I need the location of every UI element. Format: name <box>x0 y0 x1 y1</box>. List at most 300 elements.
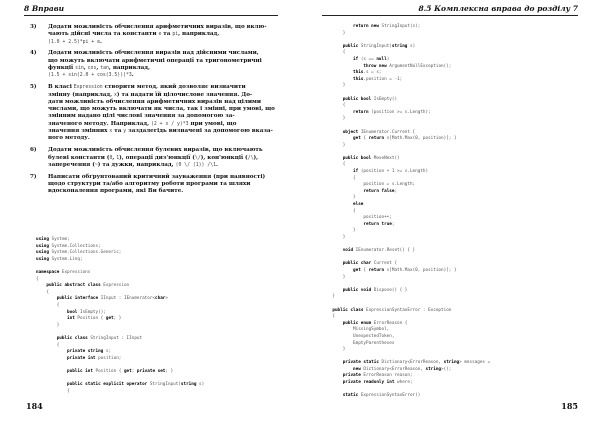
code-keyword: static <box>342 393 359 399</box>
code-text: ) <box>386 56 390 62</box>
code-line <box>322 393 490 400</box>
code-keyword: using <box>36 256 49 262</box>
code-keyword: return <box>368 267 385 273</box>
code-text: s; <box>103 349 112 355</box>
code-text: } <box>322 142 346 148</box>
code-line <box>322 228 490 235</box>
code-text: { <box>322 50 346 56</box>
code-text <box>36 356 67 361</box>
code-text: where; <box>394 380 413 386</box>
code-keyword: public class <box>332 307 364 313</box>
code-line <box>36 329 204 336</box>
code-text: { <box>36 342 60 348</box>
inline-code: y <box>123 129 127 135</box>
code-text: position++; <box>322 215 392 221</box>
code-line <box>36 316 204 323</box>
code-line <box>36 257 204 264</box>
exercise-text: . <box>99 38 102 45</box>
code-text <box>322 360 343 365</box>
code-text: } <box>322 228 356 234</box>
code-line <box>36 283 204 290</box>
left-page-number: 184 <box>26 401 43 411</box>
code-keyword: else <box>353 202 364 208</box>
code-text <box>36 296 57 301</box>
code-text <box>322 130 343 135</box>
inline-code: cos <box>87 66 97 72</box>
code-line <box>322 261 490 268</box>
exercise-line <box>48 58 282 65</box>
code-keyword: throw new <box>363 63 387 69</box>
code-keyword: this <box>353 76 364 82</box>
code-line <box>322 143 490 150</box>
exercise-text: та <box>112 128 124 135</box>
right-header-rule <box>322 15 578 16</box>
code-line <box>322 334 490 341</box>
code-line <box>322 44 490 51</box>
code-keyword: using <box>36 243 49 249</box>
exercise-text: створити метод, який дозволяє визначити <box>102 84 246 91</box>
code-line <box>322 90 490 97</box>
code-text: ; <box>394 188 398 194</box>
code-line <box>322 182 490 189</box>
code-text: ; } <box>113 316 122 322</box>
exercise-text: , <box>96 65 101 72</box>
code-keyword: if <box>353 169 359 175</box>
code-keyword: public void <box>342 287 372 293</box>
code-text <box>322 288 343 293</box>
code-text: StringInput( <box>358 43 392 49</box>
exercise-line <box>48 84 282 91</box>
code-line <box>322 136 490 143</box>
code-text: s) <box>196 382 205 388</box>
code-text: { <box>360 267 369 273</box>
exercise-text: ного методу. <box>48 135 90 142</box>
code-text: { <box>36 302 60 308</box>
code-line <box>36 362 204 369</box>
code-line <box>322 156 490 163</box>
code-text: (position + 1 >= s.Length) <box>358 169 429 175</box>
left-code-listing <box>36 237 204 395</box>
code-text: { <box>36 388 70 394</box>
exercise-line <box>48 135 282 142</box>
code-text: } <box>322 274 346 280</box>
code-line <box>322 202 490 209</box>
code-text: ; } <box>165 368 174 374</box>
exercise-item <box>30 84 282 142</box>
code-line <box>322 37 490 44</box>
inline-code: \/ <box>194 155 201 161</box>
code-text: ExpressionSyntaxError : Exception <box>363 307 452 313</box>
code-keyword: public int <box>67 368 93 374</box>
inline-code: (2 + x / y)*3 <box>151 121 189 127</box>
code-text <box>322 367 353 372</box>
code-keyword: string <box>180 382 197 388</box>
code-keyword: int <box>67 316 75 322</box>
code-text: >(); <box>441 366 452 372</box>
code-text: { <box>360 136 369 142</box>
code-line <box>322 275 490 282</box>
code-keyword: string <box>391 43 408 49</box>
exercise-text: ), операції диз'юнкції ( <box>119 154 195 161</box>
code-text: .position = -1; <box>363 76 403 82</box>
inline-code: 1 <box>116 155 120 161</box>
code-text <box>322 110 353 115</box>
code-text <box>36 336 57 341</box>
code-text: } <box>322 30 346 36</box>
exercise-number: 6) <box>30 147 37 154</box>
inline-code: (0 \/ (1)) /\1 <box>175 162 216 168</box>
code-line <box>322 149 490 156</box>
exercise-line <box>48 72 282 79</box>
inline-code: sin <box>75 66 84 72</box>
inline-code: x <box>114 92 117 98</box>
code-text: StringInput(s); <box>378 24 421 29</box>
code-text <box>322 373 343 378</box>
exercise-text: заперечення ( <box>48 161 95 168</box>
code-keyword: public <box>342 43 359 49</box>
code-keyword: this <box>353 70 364 76</box>
code-line <box>322 347 490 354</box>
code-text: Position { <box>92 368 124 374</box>
code-text <box>322 393 343 398</box>
code-text: IEnumerator.Current { <box>358 129 416 135</box>
exercise-text: дати можливість обчислення арифметичних виразів над цілими <box>48 98 261 105</box>
code-text <box>36 310 67 315</box>
exercise-line <box>48 188 282 195</box>
exercise-number: 7) <box>30 173 37 180</box>
exercise-line <box>48 128 282 135</box>
exercise-line <box>48 113 282 120</box>
exercise-number: 4) <box>30 50 37 57</box>
code-keyword: null <box>376 56 387 62</box>
code-text: { <box>36 276 39 282</box>
code-keyword: public bool <box>342 96 372 102</box>
code-text <box>322 380 343 385</box>
code-line <box>36 336 204 343</box>
exercise-line <box>48 99 282 106</box>
code-line <box>322 123 490 130</box>
code-line <box>322 268 490 275</box>
exercise-text: . <box>131 72 134 79</box>
code-text: System.Linq; <box>48 256 83 262</box>
code-text <box>322 268 353 273</box>
code-text: { <box>322 175 356 181</box>
code-text <box>322 308 332 313</box>
code-line <box>322 341 490 348</box>
code-line <box>322 235 490 242</box>
exercise-line <box>48 65 282 72</box>
code-keyword: if <box>353 56 359 62</box>
exercise-list <box>30 24 282 200</box>
code-text <box>322 24 353 29</box>
exercise-line <box>48 155 282 162</box>
code-text: Expression <box>100 283 130 289</box>
code-keyword: get <box>105 316 114 322</box>
exercise-text: Додати можливість обчислення виразів над дійсними числами, <box>48 50 259 57</box>
code-keyword: return true <box>363 221 392 227</box>
code-keyword: string <box>425 366 442 372</box>
exercise-text: вдосконалення програми, які Ви бачите. <box>48 188 184 195</box>
code-text: Position { <box>74 316 106 322</box>
exercise-number: 5) <box>30 84 37 91</box>
exercise-item <box>30 174 282 196</box>
code-line <box>322 281 490 288</box>
code-keyword: namespace <box>36 269 60 275</box>
code-keyword: using <box>36 250 49 256</box>
code-text: } <box>322 235 346 240</box>
inline-code: /\ <box>247 155 254 161</box>
code-text: Dispose() { } <box>371 287 408 293</box>
code-line <box>322 380 490 387</box>
exercise-text: Написати обґрунтований критичний зауваження (при наявності) <box>48 173 266 180</box>
code-line <box>36 369 204 376</box>
left-running-header: 8 Вправи <box>24 4 65 13</box>
code-text: (s == <box>358 56 377 62</box>
exercise-number: 3) <box>30 24 37 30</box>
code-line <box>36 349 204 356</box>
code-keyword: public static explicit operator <box>67 382 148 388</box>
inline-code: Expression <box>73 85 103 91</box>
code-text: UnexpectedToken, <box>322 333 395 339</box>
code-text: } <box>322 116 346 122</box>
inline-code: x <box>109 129 113 135</box>
code-text <box>322 57 353 62</box>
code-text: { <box>36 289 49 295</box>
code-text: ; <box>131 368 137 374</box>
code-keyword: return <box>368 136 385 142</box>
code-text: { <box>322 103 346 109</box>
code-line <box>322 248 490 255</box>
code-keyword: get <box>353 136 361 142</box>
code-keyword: get <box>353 267 361 273</box>
exercise-text: при умові, що <box>188 120 237 127</box>
code-text <box>322 222 363 227</box>
exercise-text: Додати можливість обчислення булевих виразів, що включають <box>48 147 263 154</box>
code-text: Current { <box>371 261 398 267</box>
code-line <box>322 77 490 84</box>
exercise-text: ) та дужки, наприклад, <box>97 161 176 168</box>
code-text: .s = s; <box>363 70 382 76</box>
code-keyword: bool <box>67 309 78 315</box>
code-text: position = s.Length; <box>322 182 416 188</box>
code-line <box>322 360 490 367</box>
code-text: > messages = <box>459 360 491 366</box>
code-keyword: private int <box>67 355 96 361</box>
code-text: ErrorReason reason; <box>360 373 413 379</box>
code-text <box>322 261 343 266</box>
code-text: { <box>322 162 346 168</box>
code-text: IsEmpty() <box>371 96 398 102</box>
code-text <box>322 156 343 161</box>
code-keyword: public abstract class <box>46 283 101 289</box>
code-keyword: object <box>342 129 359 135</box>
exercise-text: В класі <box>48 84 74 91</box>
code-text <box>322 64 363 69</box>
exercise-text: значення змінних <box>48 128 110 135</box>
exercise-text: заздалегідь визначені за допомогою вказа- <box>126 128 273 135</box>
code-text <box>322 189 363 194</box>
exercise-text: ), кон'юнкції ( <box>200 154 248 161</box>
code-text: StringInput : IInput <box>87 335 143 341</box>
code-text: position; <box>95 355 122 361</box>
code-text: ErrorReason { <box>371 320 408 326</box>
code-line <box>322 169 490 176</box>
code-line <box>36 389 204 396</box>
exercise-text: , <box>83 65 88 72</box>
code-text: { <box>322 208 356 214</box>
code-text: (position >= s.Length); <box>368 109 431 115</box>
code-text <box>322 321 343 326</box>
code-keyword: public char <box>342 261 372 267</box>
exercise-line <box>48 39 282 46</box>
code-line <box>36 237 204 244</box>
code-text: System.Collections; <box>48 243 101 249</box>
exercise-line <box>48 162 282 169</box>
code-text: ExpressionSyntaxError() <box>358 393 421 399</box>
code-text <box>322 169 353 174</box>
code-text <box>322 77 353 82</box>
exercise-line <box>48 147 282 154</box>
exercise-line <box>48 106 282 113</box>
code-text <box>322 70 353 75</box>
exercise-text: ) та надати їй цілочислове значення. До- <box>116 91 253 98</box>
code-text: System; <box>48 237 70 242</box>
right-page-number: 185 <box>561 401 578 411</box>
exercise-line <box>48 92 282 99</box>
code-text: MissingSymbol, <box>322 327 390 333</box>
exercise-text: значеного методу. Наприклад, <box>48 120 151 127</box>
code-keyword: private readonly int <box>342 380 395 386</box>
code-keyword: using <box>36 237 49 242</box>
code-line <box>322 116 490 123</box>
code-text <box>322 44 343 49</box>
code-text: EmptyParentheses <box>322 340 395 346</box>
exercise-text: чають дійсні числа та константи <box>48 31 159 38</box>
code-text: IInput : IEnumerator< <box>98 296 156 302</box>
exercise-text: , наприклад, <box>178 31 220 38</box>
exercise-item <box>30 147 282 169</box>
exercise-text: булеві константи ( <box>48 154 110 161</box>
code-line <box>322 70 490 77</box>
code-line <box>36 303 204 310</box>
code-keyword: public enum <box>342 320 372 326</box>
exercise-text: числами, що можуть включати як числа, так і змінні, при умові, що <box>48 106 275 113</box>
code-line <box>36 250 204 257</box>
code-line <box>322 57 490 64</box>
code-line <box>36 323 204 330</box>
code-text: } <box>322 347 346 353</box>
inline-code: 0 <box>109 155 113 161</box>
code-text: { <box>322 314 335 320</box>
code-keyword: public interface <box>56 296 99 302</box>
code-text: ArgumentNullException(); <box>386 63 452 69</box>
code-keyword: get <box>123 368 132 374</box>
left-header-rule <box>24 15 278 16</box>
code-keyword: char <box>155 296 166 302</box>
code-keyword: private set <box>136 368 166 374</box>
code-line <box>322 97 490 104</box>
code-line <box>322 301 490 308</box>
exercise-text: , наприклад, <box>108 65 150 72</box>
exercise-item <box>30 50 282 79</box>
code-keyword: void <box>342 248 354 254</box>
right-running-header: 8.5 Комплексна вправа до розділу 7 <box>418 4 578 13</box>
code-text <box>36 283 46 288</box>
code-keyword: string <box>443 360 460 366</box>
code-text <box>322 248 343 253</box>
code-text <box>36 382 67 387</box>
code-keyword: private static <box>342 360 379 366</box>
code-text: } <box>322 294 335 300</box>
code-line <box>322 110 490 117</box>
code-text: Expressions <box>59 269 91 275</box>
code-line <box>322 327 490 334</box>
exercise-text: що можуть включати арифметичні операції та тригонометричні <box>48 57 262 64</box>
code-text: MoveNext() <box>371 155 400 161</box>
exercise-text: змінну (наприклад, <box>48 91 115 98</box>
code-text: Dictionary<ErrorReason, <box>360 366 426 372</box>
inline-code: pi <box>172 32 179 38</box>
code-line <box>322 24 490 31</box>
code-line <box>322 83 490 90</box>
code-line <box>322 215 490 222</box>
code-text: s[Math.Max(0, position)]; } <box>384 136 457 142</box>
exercise-text: Додати можливість обчислення арифметичних виразів, що вклю- <box>48 24 267 30</box>
code-line <box>36 382 204 389</box>
exercise-text: та <box>161 31 173 38</box>
code-keyword: return new <box>353 24 379 29</box>
code-keyword: return <box>353 109 369 115</box>
code-keyword: public bool <box>342 155 372 161</box>
code-line <box>36 263 204 270</box>
exercise-text: , <box>112 154 117 161</box>
code-line <box>36 296 204 303</box>
exercise-text: змінним надано цілі числові значення за допомогою за- <box>48 113 235 120</box>
code-text <box>36 349 67 354</box>
code-keyword: private <box>342 373 361 379</box>
code-keyword: public class <box>56 335 88 341</box>
code-text: ; <box>391 221 395 227</box>
code-line <box>322 50 490 57</box>
code-line <box>322 308 490 315</box>
code-text: StringInput( <box>147 382 181 388</box>
exercise-line <box>48 50 282 57</box>
code-text: > <box>165 296 168 302</box>
code-text <box>36 369 67 374</box>
inline-code: (1.0 + 2.5)*pi + e <box>48 39 100 45</box>
exercise-text: . <box>216 161 218 168</box>
code-text: s) <box>407 43 416 49</box>
code-text <box>322 202 353 207</box>
right-page <box>300 0 600 424</box>
inline-code: tan <box>100 66 109 72</box>
code-text <box>322 97 343 102</box>
exercise-line <box>48 174 282 181</box>
code-text: Dictionary<ErrorReason, <box>378 360 444 366</box>
exercise-item <box>30 24 282 46</box>
code-text: IsEmpty(); <box>77 309 106 315</box>
code-keyword: new <box>353 366 361 372</box>
inline-code: ~ <box>94 162 98 168</box>
right-code-listing <box>322 24 490 400</box>
code-line <box>322 288 490 295</box>
inline-code: (1.5 + sin(2.0 + cos(3.5)))*3 <box>48 73 132 79</box>
code-keyword: return false <box>363 188 395 194</box>
inline-code: e <box>158 32 162 38</box>
code-text: s[Math.Max(0, position)]; } <box>384 267 457 273</box>
code-line <box>36 356 204 363</box>
exercise-line <box>48 121 282 128</box>
